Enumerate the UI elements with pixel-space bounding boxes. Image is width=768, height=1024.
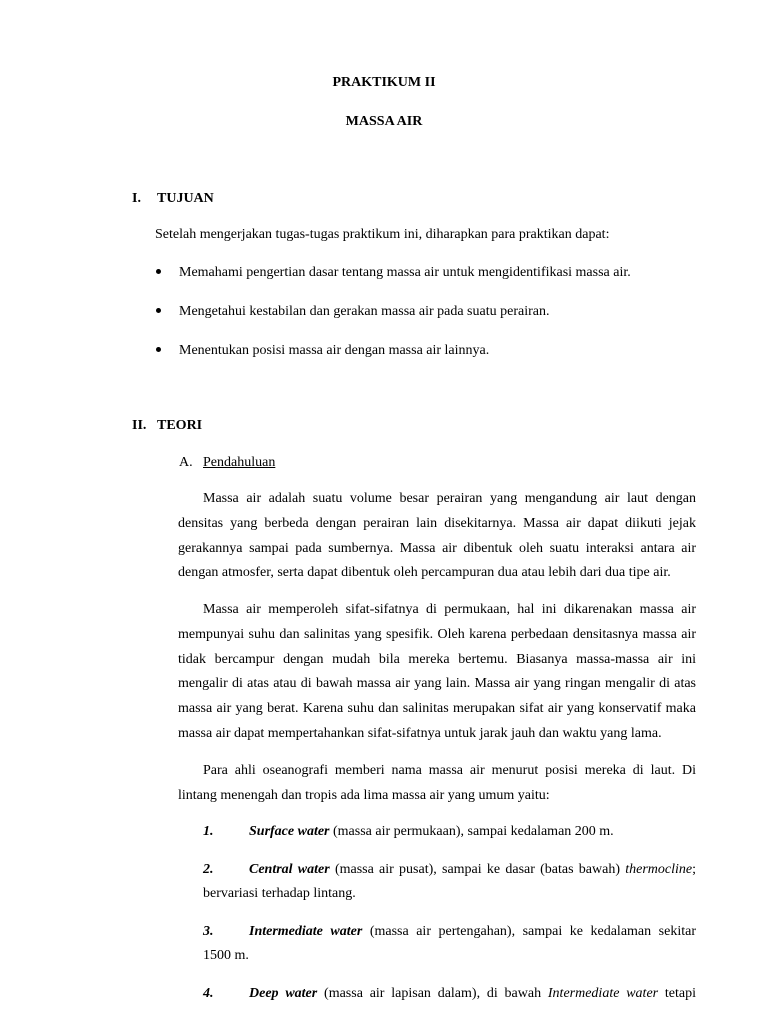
list-item-4 (203, 982, 696, 1006)
list-item-italic-term: thermocline (625, 862, 693, 877)
list-item-text-after: tetapi (658, 986, 696, 1001)
list-item-text: (massa air permukaan), sampai kedalaman 200 m. (329, 824, 614, 839)
paragraph-1 (178, 487, 696, 586)
paragraph-line: Massa air memperoleh sifat-sifatnya di permukaan, hal ini dikarenakan massa air (203, 602, 696, 617)
list-item-term: Deep water (249, 986, 318, 1001)
document-subtitle: MASSA AIR (345, 114, 423, 129)
paragraph-line: massa air dapat mempertahankan sifat-sifatnya untuk jarak jauh dan waktu yang lama. (178, 725, 662, 741)
section-heading-teori: TEORI (157, 418, 203, 433)
tujuan-bullet-3: Menentukan posisi massa air dengan massa air lainnya. (179, 343, 490, 358)
paragraph-line: dengan atmosfer, serta dapat dibentuk oleh percampuran dua atau lebih dari dua tipe air. (178, 565, 671, 581)
tujuan-bullet-1: Memahami pengertian dasar tentang massa air untuk mengidentifikasi massa air. (179, 265, 631, 280)
bullet-marker (156, 347, 161, 352)
paragraph-line: Massa air adalah suatu volume besar perairan yang mengandung air laut dengan (203, 491, 696, 506)
list-item-continuation: 1500 m. (203, 948, 249, 963)
subsection-letter: A. (179, 455, 193, 470)
section-heading-tujuan: TUJUAN (157, 191, 214, 206)
list-item-1 (203, 820, 696, 844)
list-item-number: 4. (203, 986, 214, 1001)
paragraph-line: mempunyai suhu dan salinitas yang spesifik. Oleh karena perbedaan densitasnya massa air (178, 626, 696, 642)
list-item-number: 3. (203, 924, 214, 939)
paragraph-2 (178, 598, 696, 747)
bullet-marker (156, 308, 161, 313)
paragraph-line: massa air yang berat. Karena suhu dan salinitas merupakan sifat air yang konservatif maka (178, 701, 696, 717)
tujuan-intro: Setelah mengerjakan tugas-tugas praktikum ini, diharapkan para praktikan dapat: (155, 227, 610, 242)
document-title: PRAKTIKUM II (332, 75, 436, 90)
section-number-1: I. (132, 191, 141, 206)
list-item-number: 2. (203, 862, 214, 877)
list-item-text: (massa air pusat), sampai ke dasar (batas bawah) (329, 862, 626, 877)
list-item-2 (203, 858, 696, 906)
list-item-text-after: ; (692, 862, 696, 877)
paragraph-line: gerakannya sampai pada sumbernya. Massa air dibentuk oleh suatu interaksi antara air (178, 540, 696, 556)
paragraph-line: Para ahli oseanografi memberi nama massa air menurut posisi mereka di laut. Di (203, 763, 696, 778)
list-item-continuation: bervariasi terhadap lintang. (203, 886, 356, 901)
list-item-term: Surface water (249, 824, 330, 839)
paragraph-line: tidak bercampur dengan mudah bila mereka bertemu. Biasanya massa-massa air ini (178, 651, 696, 667)
section-number-2: II. (132, 418, 147, 433)
paragraph-3 (178, 759, 696, 809)
list-item-3 (203, 920, 696, 968)
paragraph-line: lintang menengah dan tropis ada lima massa air yang umum yaitu: (178, 787, 550, 803)
paragraph-line: mengalir di atas atau di bawah massa air yang lain. Massa air yang ringan mengalir di atas (178, 676, 696, 692)
bullet-marker (156, 269, 161, 274)
list-item-number: 1. (203, 824, 214, 839)
paragraph-line: densitas yang berbeda dengan perairan lain disekitarnya. Massa air dapat diikuti jejak (178, 515, 696, 531)
list-item-text: (massa air pertengahan), sampai ke kedalaman sekitar (362, 924, 696, 939)
list-item-term: Central water (249, 862, 330, 877)
list-item-italic-term: Intermediate water (547, 986, 659, 1001)
list-item-text: (massa air lapisan dalam), di bawah (317, 986, 548, 1001)
subsection-heading-pendahuluan: Pendahuluan (203, 455, 276, 470)
list-item-term: Intermediate water (249, 924, 363, 939)
tujuan-bullet-2: Mengetahui kestabilan dan gerakan massa air pada suatu perairan. (179, 304, 550, 319)
